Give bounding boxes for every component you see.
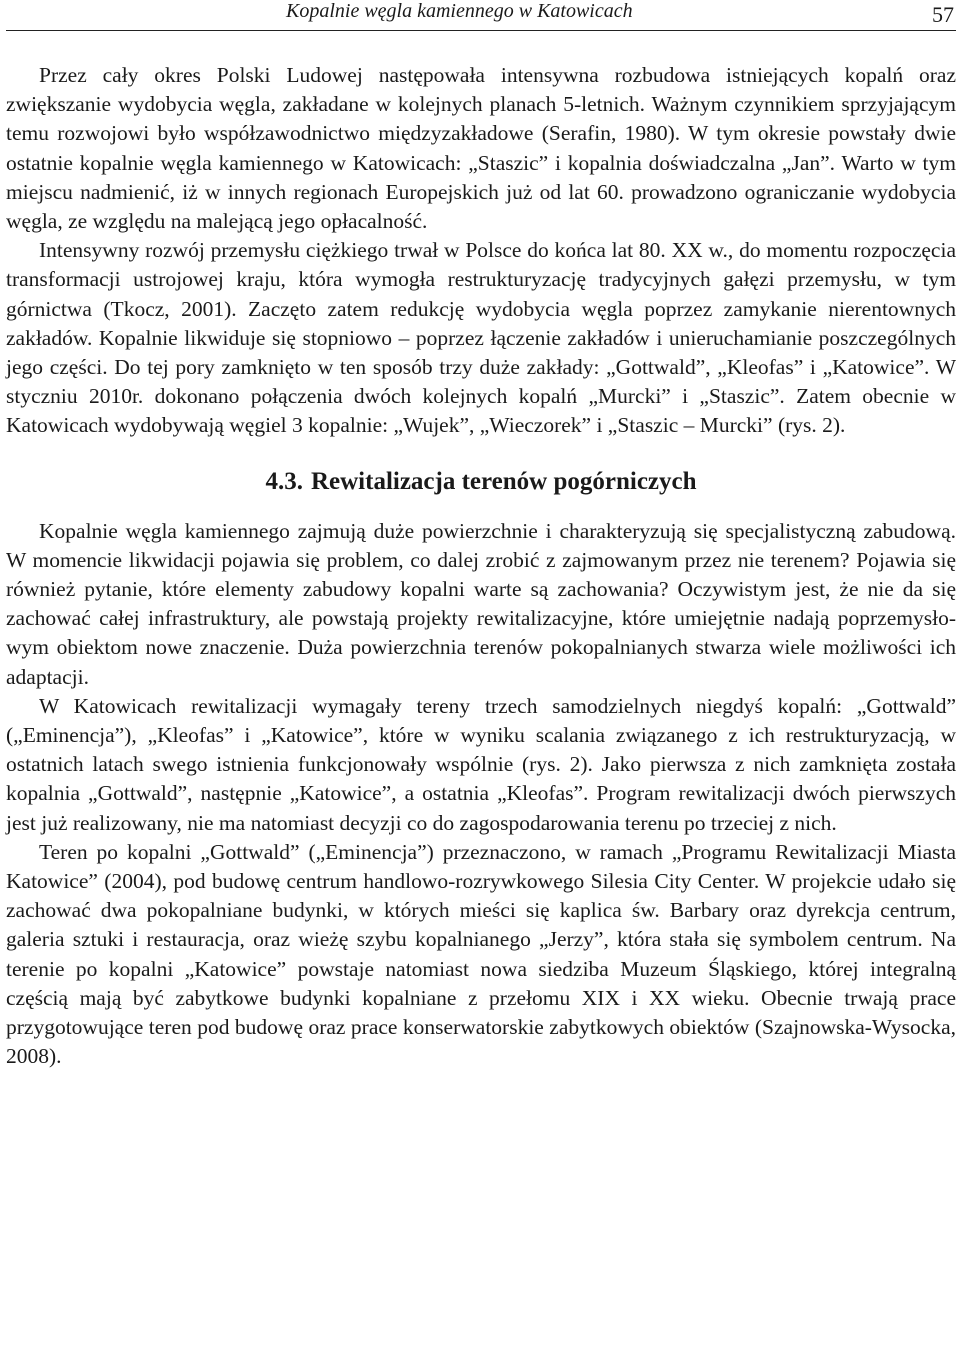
section-number: 4.3. (265, 467, 303, 495)
paragraph: Przez cały okres Polski Ludowej następowała intensywna rozbudowa istniejących kopalń oraz zwiększanie wydobycia węgla, zakładane w kolejnych planach 5-letnich. Ważnym czynnikiem sprzyjającym temu rozwojowi było współzawodnictwo międzyzakładowe (Serafin, 1980). W tym okresie powstały dwie ostatnie kopalnie węgla kamiennego w Katowicach: „Staszic” i kopalnia doświadczalna „Jan”. Warto w tym miejscu nadmienić, iż w innych regionach Europejskich już od lat 60. prowadzono ograniczanie wydobycia węgla, ze względu na malejącą jego opłacalność. (6, 63, 956, 234)
page-number: 57 (932, 2, 954, 27)
document-page (6, 0, 956, 1072)
section-title: Rewitalizacja terenów pogórniczych (310, 467, 697, 495)
running-header (6, 0, 956, 31)
paragraph: Teren po kopalni „Gottwald” („Eminencja”) przeznaczono, w ramach „Programu Rewitalizacji Miasta Katowice” (2004), pod budowę centrum handlowo-rozrywkowego Silesia City Center. W projekcie udało się zachować dwa pokopalniane budynki, w których mieści się kaplica św. Barbary oraz dyrekcja centrum, galeria sztuki i restauracja, oraz wieżę szybu kopalnianego „Jerzy”, która stała się symbolem centrum. Na terenie po kopalni „Katowice” powstaje natomiast nowa siedziba Muzeum Śląskiego, której integralną częścią mają być zabytkowe budynki kopalniane z przełomu XIX i XX wieku. Obecnie trwają prace przygotowujące teren pod budowę oraz prace konserwatorskie zabytkowych obiektów (Szajnowska-Wysocka, 2008). (6, 839, 956, 1069)
paragraph: W Katowicach rewitalizacji wymagały tereny trzech samodzielnych niegdyś kopalń: „Gottwald” („Eminencja”), „Kleofas” i „Katowice”, które w wyniku scalania związanego z ich restrukturyzacją, w ostatnich latach swego istnienia funkcjonowały wspólnie (rys. 2). Jako pierwsza z nich zamknięta została kopalnia „Gottwald”, następnie „Katowice”, a ostatnia „Kleofas”. Program rewitalizacji dwóch pierwszych jest już realizowany, nie ma natomiast decyzji co do zagospodarowania terenu po trzeciej z nich. (6, 693, 956, 835)
section-heading (6, 441, 956, 517)
paragraph: Kopalnie węgla kamiennego zajmują duże powierzchnie i charakteryzują się specjalistyczną zabudową. W momencie likwidacji pojawia się problem, co dalej zrobić z zajmowanym przez nie terenem? Pojawia się również pytanie, które elementy zabudowy kopalni warte są zachowania? Oczywistym jest, że nie da się zachować całej infrastruktury, ale powstają projekty rewitalizacyjne, które umiejętnie nadają poprzemysłowym obiektom nowe znaczenie. Duża powierzchnia terenów pokopalnianych stwarza wiele możliwości ich adaptacji. (6, 518, 956, 689)
running-title: Kopalnie węgla kamiennego w Katowicach (286, 0, 633, 22)
paragraph: Intensywny rozwój przemysłu ciężkiego trwał w Polsce do końca lat 80. XX w., do momentu rozpoczęcia transformacji ustrojowej kraju, która wymogła restrukturyzację tradycyjnych gałęzi przemysłu, w tym górnictwa (Tkocz, 2001). Zaczęto zatem redukcję wydobycia węgla poprzez zamykanie nierentownych zakładów. Kopalnie likwiduje się stopniowo – poprzez łączenie zakładów i unieruchamianie poszczególnych jego części. Do tej pory zamknięto w ten sposób trzy duże zakłady: „Gottwald”, „Kleofas” i „Katowice”. W styczniu 2010r. dokonano połączenia dwóch kolejnych kopalń „Murcki” i „Staszic”. Zatem obecnie w Katowicach wydobywają węgiel 3 kopalnie: „Wujek”, „Wieczorek” i „Staszic – Murcki” (rys. 2). (6, 238, 956, 438)
